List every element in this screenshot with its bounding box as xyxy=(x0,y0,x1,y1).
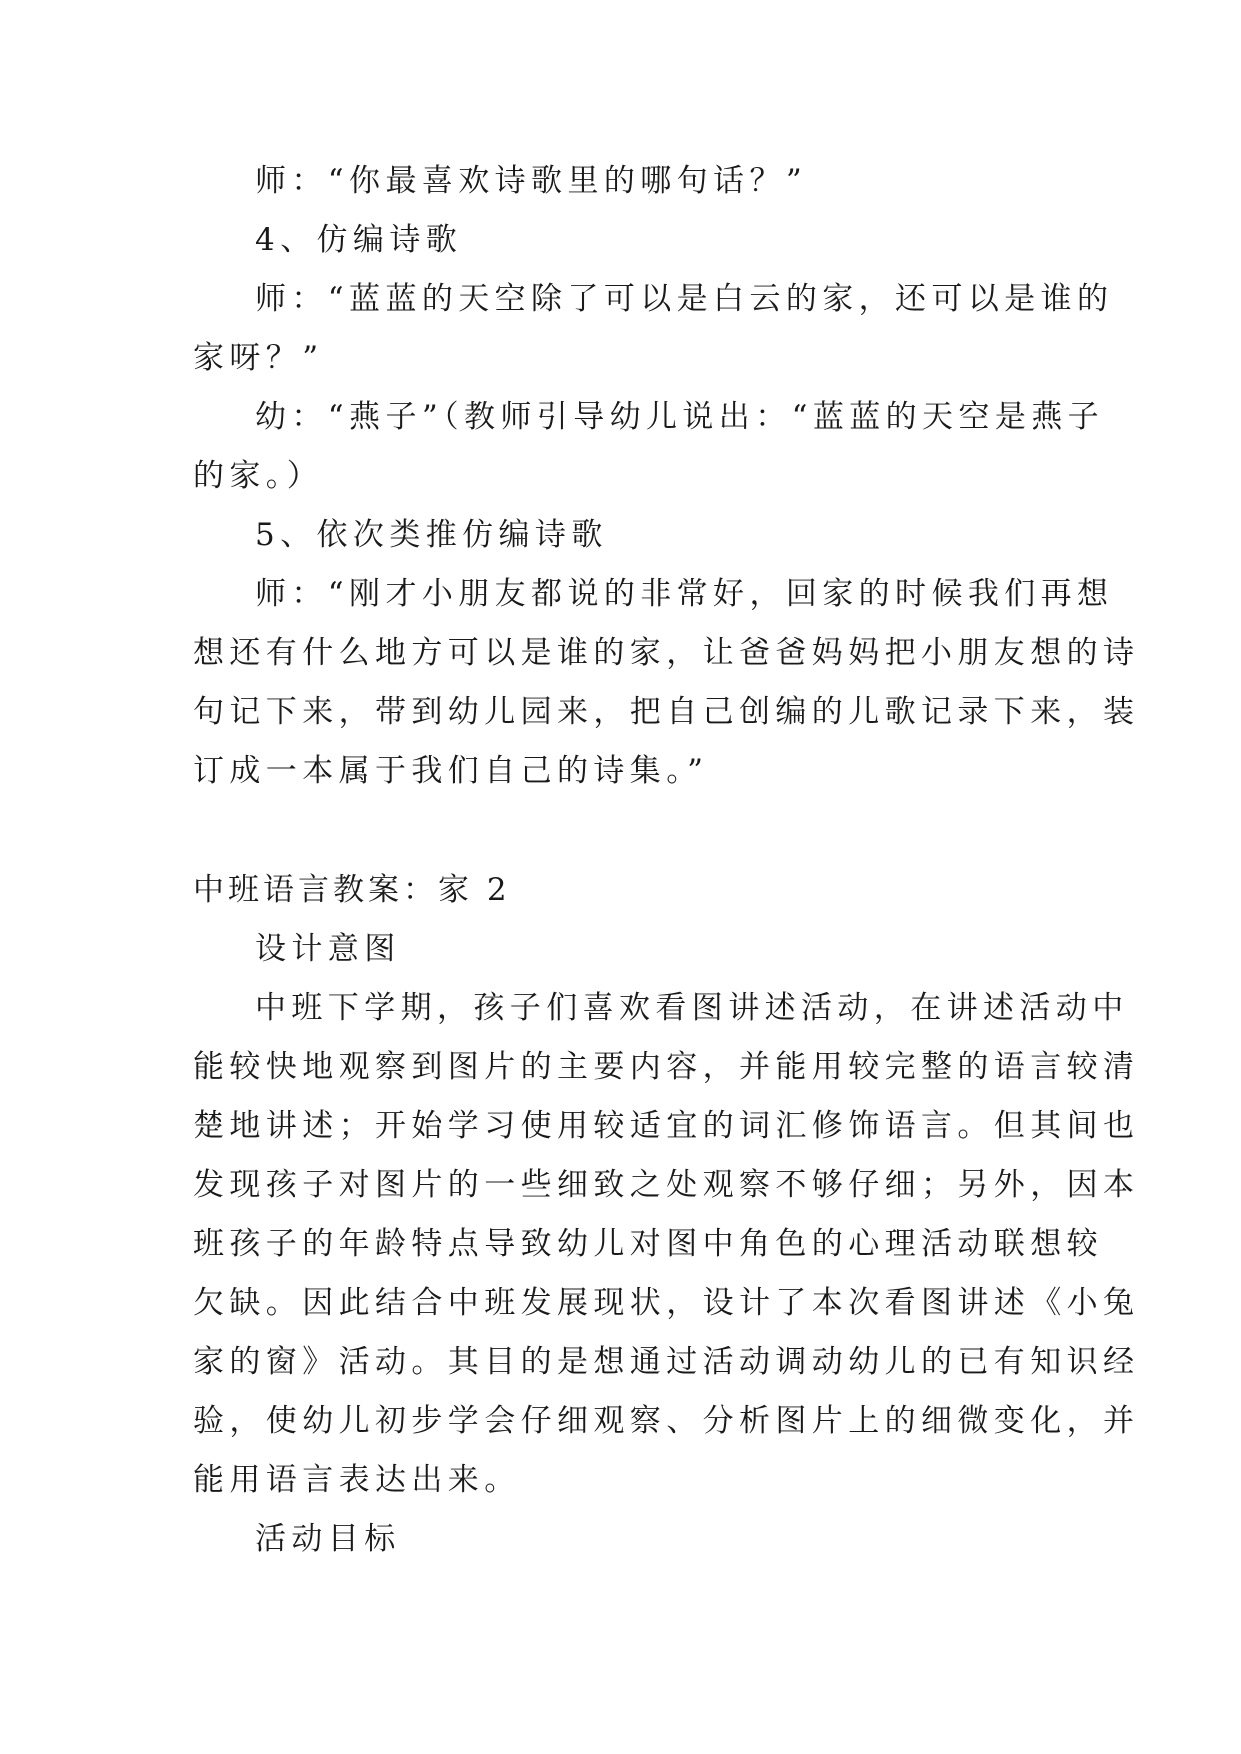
lesson-continuation xyxy=(193,152,1140,801)
section-gap xyxy=(193,801,1055,861)
paragraph-line: 幼：“燕子”（教师引导幼儿说出：“蓝蓝的天空是燕子 xyxy=(255,399,1105,435)
paragraph-line: 发现孩子对图片的一些细致之处观察不够仔细；另外，因本 xyxy=(193,1167,1140,1203)
paragraph-line: 师：“蓝蓝的天空除了可以是白云的家，还可以是谁的 xyxy=(255,281,1114,317)
paragraph-line: 班孩子的年龄特点导致幼儿对图中角色的心理活动联想较 xyxy=(193,1226,1103,1262)
paragraph-line: 师：“刚才小朋友都说的非常好，回家的时候我们再想 xyxy=(255,576,1114,612)
paragraph-line: 想还有什么地方可以是谁的家，让爸爸妈妈把小朋友想的诗 xyxy=(193,635,1140,671)
continuation-paragraph xyxy=(193,388,1105,506)
lesson-section-2 xyxy=(193,920,1140,1569)
section-paragraph xyxy=(193,1510,1055,1569)
paragraph-line: 家呀？” xyxy=(193,340,324,376)
continuation-paragraph xyxy=(193,270,1114,388)
paragraph-line: 句记下来，带到幼儿园来，把自己创编的儿歌记录下来，装 xyxy=(193,694,1140,730)
paragraph-line: 订成一本属于我们自己的诗集。” xyxy=(193,753,709,789)
section-paragraph xyxy=(193,979,1140,1510)
document-page xyxy=(193,152,1140,1569)
section-title: 中班语言教案：家 2 xyxy=(193,872,511,908)
paragraph-line: 4、仿编诗歌 xyxy=(255,222,463,258)
paragraph-line: 中班下学期，孩子们喜欢看图讲述活动，在讲述活动中 xyxy=(255,990,1129,1026)
paragraph-line: 家的窗》活动。其目的是想通过活动调动幼儿的已有知识经 xyxy=(193,1344,1140,1380)
paragraph-line: 活动目标 xyxy=(255,1521,401,1557)
paragraph-line: 师：“你最喜欢诗歌里的哪句话？” xyxy=(255,163,808,199)
paragraph-line: 设计意图 xyxy=(255,931,401,967)
continuation-paragraph xyxy=(193,152,1055,211)
continuation-paragraph xyxy=(193,506,1055,565)
paragraph-line: 的家。） xyxy=(193,458,324,494)
paragraph-line: 楚地讲述；开始学习使用较适宜的词汇修饰语言。但其间也 xyxy=(193,1108,1140,1144)
paragraph-line: 能用语言表达出来。 xyxy=(193,1462,521,1498)
paragraph-line: 验，使幼儿初步学会仔细观察、分析图片上的细微变化，并 xyxy=(193,1403,1140,1439)
continuation-paragraph xyxy=(193,565,1140,801)
paragraph-line: 5、依次类推仿编诗歌 xyxy=(255,517,608,553)
paragraph-line: 欠缺。因此结合中班发展现状，设计了本次看图讲述《小兔 xyxy=(193,1285,1140,1321)
section-paragraph xyxy=(193,920,1055,979)
continuation-paragraph xyxy=(193,211,1055,270)
paragraph-line: 能较快地观察到图片的主要内容，并能用较完整的语言较清 xyxy=(193,1049,1140,1085)
